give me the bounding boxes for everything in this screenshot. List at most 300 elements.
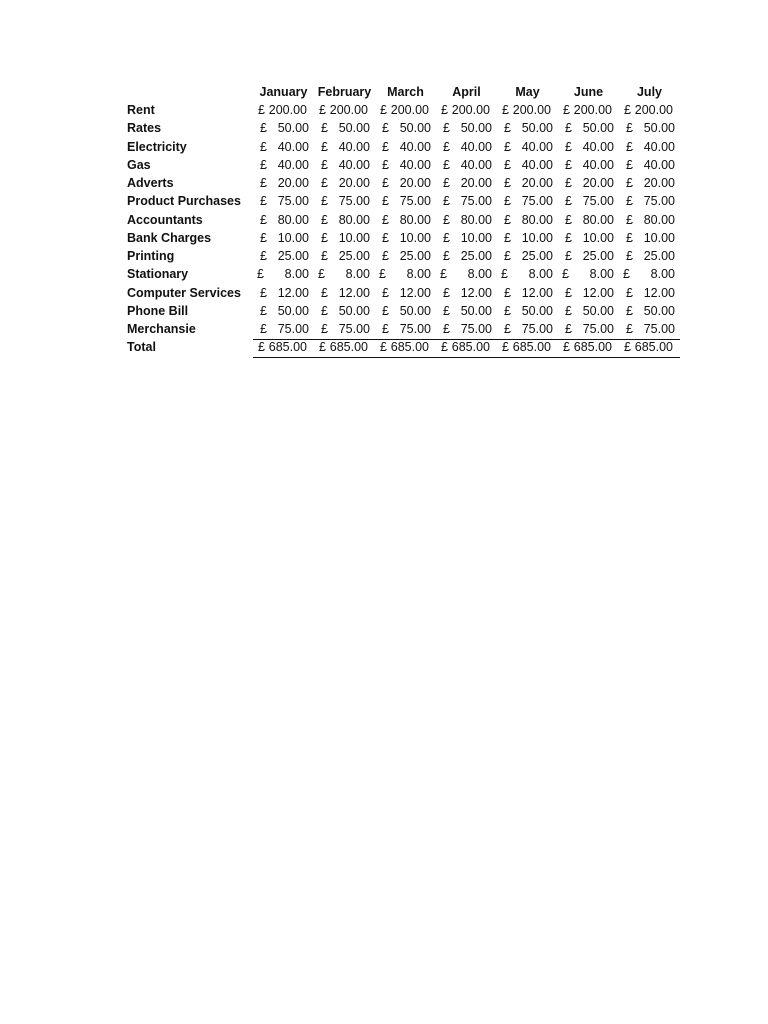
amount: 80.00 <box>399 212 431 227</box>
row-label: Computer Services <box>127 285 241 300</box>
value-cell <box>443 176 492 192</box>
currency-symbol: £ <box>504 194 511 209</box>
total-cell <box>624 340 673 356</box>
amount: 50.00 <box>521 121 553 136</box>
currency-symbol: £ <box>565 230 572 245</box>
currency-symbol: £ <box>260 285 267 300</box>
amount: 50.00 <box>338 121 370 136</box>
amount: 50.00 <box>399 303 431 318</box>
row-label: Electricity <box>127 139 187 154</box>
amount: 8.00 <box>650 267 675 282</box>
value-cell <box>382 231 431 247</box>
amount: 8.00 <box>345 267 370 282</box>
currency-symbol: £ <box>443 194 450 209</box>
value-cell <box>260 322 309 338</box>
currency-symbol: £ <box>562 267 569 282</box>
value-cell <box>565 286 614 302</box>
currency-symbol: £ <box>565 212 572 227</box>
amount: 10.00 <box>277 230 309 245</box>
row-label: Rates <box>127 121 162 136</box>
value-cell <box>443 213 492 229</box>
currency-symbol: £ <box>258 340 265 355</box>
value-cell <box>565 304 614 320</box>
amount: 75.00 <box>399 322 431 336</box>
currency-symbol: £ <box>443 139 450 154</box>
total-cell <box>441 340 490 356</box>
amount: 8.00 <box>528 267 553 282</box>
value-cell <box>443 121 492 137</box>
currency-symbol: £ <box>565 303 572 318</box>
row-label: Phone Bill <box>127 303 189 318</box>
amount: 50.00 <box>399 121 431 136</box>
currency-symbol: £ <box>382 230 389 245</box>
row-label: Accountants <box>127 212 203 227</box>
amount: 40.00 <box>521 139 553 154</box>
amount: 40.00 <box>338 139 370 154</box>
amount: 50.00 <box>460 121 492 136</box>
value-cell <box>382 158 431 174</box>
value-cell <box>382 286 431 302</box>
currency-symbol: £ <box>321 303 328 318</box>
amount: 8.00 <box>467 267 492 282</box>
currency-symbol: £ <box>626 176 633 190</box>
currency-symbol: £ <box>382 139 389 154</box>
currency-symbol: £ <box>626 322 633 336</box>
currency-symbol: £ <box>443 285 450 300</box>
currency-symbol: £ <box>260 139 267 154</box>
currency-symbol: £ <box>382 194 389 209</box>
currency-symbol: £ <box>626 157 633 172</box>
total-label: Total <box>127 340 156 355</box>
value-cell <box>382 176 431 192</box>
currency-symbol: £ <box>624 103 631 117</box>
value-cell <box>321 322 370 338</box>
currency-symbol: £ <box>565 249 572 263</box>
amount: 50.00 <box>277 121 309 136</box>
currency-symbol: £ <box>260 230 267 245</box>
value-cell <box>321 140 370 156</box>
value-cell <box>260 213 309 229</box>
amount: 25.00 <box>582 249 614 263</box>
value-cell <box>504 176 553 192</box>
value-cell <box>624 103 673 119</box>
row-label: Stationary <box>127 267 189 282</box>
currency-symbol: £ <box>565 322 572 336</box>
amount: 25.00 <box>338 249 370 263</box>
amount: 25.00 <box>460 249 492 263</box>
column-header-march: March <box>387 85 424 99</box>
amount: 80.00 <box>643 212 675 227</box>
value-cell <box>504 231 553 247</box>
value-cell <box>443 286 492 302</box>
currency-symbol: £ <box>502 340 509 355</box>
value-cell <box>504 140 553 156</box>
currency-symbol: £ <box>565 139 572 154</box>
currency-symbol: £ <box>321 322 328 336</box>
value-cell <box>382 213 431 229</box>
value-cell <box>626 213 675 229</box>
value-cell <box>382 194 431 210</box>
value-cell <box>504 286 553 302</box>
currency-symbol: £ <box>319 340 326 355</box>
currency-symbol: £ <box>565 194 572 209</box>
currency-symbol: £ <box>504 157 511 172</box>
currency-symbol: £ <box>382 176 389 190</box>
currency-symbol: £ <box>563 103 570 117</box>
value-cell <box>260 249 309 265</box>
value-cell <box>321 304 370 320</box>
currency-symbol: £ <box>380 340 387 355</box>
amount: 75.00 <box>521 322 553 336</box>
currency-symbol: £ <box>443 230 450 245</box>
column-header-may: May <box>515 85 540 99</box>
value-cell <box>321 176 370 192</box>
amount: 50.00 <box>460 303 492 318</box>
value-cell <box>626 121 675 137</box>
currency-symbol: £ <box>258 103 265 117</box>
amount: 10.00 <box>399 230 431 245</box>
amount: 40.00 <box>399 139 431 154</box>
amount: 8.00 <box>589 267 614 282</box>
value-cell <box>565 231 614 247</box>
value-cell <box>258 103 307 119</box>
amount: 80.00 <box>460 212 492 227</box>
amount: 40.00 <box>521 157 553 172</box>
column-header-february: February <box>317 85 372 99</box>
value-cell <box>443 194 492 210</box>
amount: 50.00 <box>643 121 675 136</box>
amount: 10.00 <box>338 230 370 245</box>
currency-symbol: £ <box>626 249 633 263</box>
amount: 20.00 <box>277 176 309 190</box>
row-label: Merchansie <box>127 322 196 336</box>
value-cell <box>626 158 675 174</box>
currency-symbol: £ <box>260 176 267 190</box>
value-cell <box>626 322 675 338</box>
value-cell <box>321 158 370 174</box>
currency-symbol: £ <box>382 212 389 227</box>
amount: 25.00 <box>277 249 309 263</box>
amount: 75.00 <box>521 194 553 209</box>
currency-symbol: £ <box>504 249 511 263</box>
currency-symbol: £ <box>321 285 328 300</box>
currency-symbol: £ <box>382 121 389 136</box>
currency-symbol: £ <box>504 176 511 190</box>
value-cell <box>321 121 370 137</box>
value-cell <box>626 304 675 320</box>
value-cell <box>319 103 368 119</box>
currency-symbol: £ <box>382 157 389 172</box>
currency-symbol: £ <box>443 157 450 172</box>
amount: 75.00 <box>338 322 370 336</box>
amount: 50.00 <box>338 303 370 318</box>
currency-symbol: £ <box>443 303 450 318</box>
value-cell <box>565 140 614 156</box>
currency-symbol: £ <box>504 285 511 300</box>
value-cell <box>257 267 309 283</box>
amount: 20.00 <box>643 176 675 190</box>
total-top-border <box>253 339 680 340</box>
value-cell <box>626 249 675 265</box>
value-cell <box>441 103 490 119</box>
value-cell <box>626 140 675 156</box>
value-cell <box>440 267 492 283</box>
currency-symbol: £ <box>504 139 511 154</box>
value-cell <box>321 231 370 247</box>
currency-symbol: £ <box>379 267 386 282</box>
amount: 20.00 <box>582 176 614 190</box>
currency-symbol: £ <box>565 285 572 300</box>
currency-symbol: £ <box>319 103 326 117</box>
currency-symbol: £ <box>321 230 328 245</box>
value-cell <box>382 322 431 338</box>
row-label: Adverts <box>127 176 174 190</box>
value-cell <box>504 121 553 137</box>
value-cell <box>260 286 309 302</box>
value-cell <box>380 103 429 119</box>
amount: 40.00 <box>582 157 614 172</box>
amount: 75.00 <box>460 322 492 336</box>
total-cell <box>258 340 307 356</box>
row-label: Printing <box>127 249 175 263</box>
currency-symbol: £ <box>321 139 328 154</box>
currency-symbol: £ <box>382 303 389 318</box>
row-label: Product Purchases <box>127 194 241 209</box>
amount: 25.00 <box>643 249 675 263</box>
value-cell <box>321 286 370 302</box>
amount: 12.00 <box>643 285 675 300</box>
value-cell <box>321 194 370 210</box>
value-cell <box>626 286 675 302</box>
currency-symbol: £ <box>321 194 328 209</box>
currency-symbol: £ <box>260 249 267 263</box>
total-cell <box>563 340 612 356</box>
amount: 75.00 <box>399 194 431 209</box>
amount: 50.00 <box>277 303 309 318</box>
amount: 25.00 <box>399 249 431 263</box>
currency-symbol: £ <box>626 285 633 300</box>
currency-symbol: £ <box>626 303 633 318</box>
amount: 75.00 <box>338 194 370 209</box>
value-cell <box>379 267 431 283</box>
amount: 200.00 <box>268 103 307 117</box>
row-label: Gas <box>127 157 151 172</box>
amount: 80.00 <box>338 212 370 227</box>
amount: 12.00 <box>582 285 614 300</box>
currency-symbol: £ <box>321 157 328 172</box>
currency-symbol: £ <box>623 267 630 282</box>
value-cell <box>260 176 309 192</box>
amount: 200.00 <box>451 103 490 117</box>
amount: 40.00 <box>338 157 370 172</box>
amount: 75.00 <box>277 194 309 209</box>
amount: 10.00 <box>582 230 614 245</box>
amount: 20.00 <box>521 176 553 190</box>
total-cell <box>380 340 429 356</box>
total-cell <box>502 340 551 356</box>
currency-symbol: £ <box>504 322 511 336</box>
amount: 10.00 <box>521 230 553 245</box>
value-cell <box>382 249 431 265</box>
value-cell <box>382 304 431 320</box>
value-cell <box>501 267 553 283</box>
amount: 685.00 <box>268 340 307 355</box>
value-cell <box>623 267 675 283</box>
column-header-january: January <box>259 85 308 99</box>
currency-symbol: £ <box>318 267 325 282</box>
amount: 75.00 <box>277 322 309 336</box>
amount: 25.00 <box>521 249 553 263</box>
value-cell <box>260 140 309 156</box>
currency-symbol: £ <box>321 249 328 263</box>
currency-symbol: £ <box>565 157 572 172</box>
value-cell <box>565 158 614 174</box>
amount: 200.00 <box>390 103 429 117</box>
amount: 40.00 <box>460 139 492 154</box>
currency-symbol: £ <box>626 121 633 136</box>
value-cell <box>260 158 309 174</box>
currency-symbol: £ <box>382 249 389 263</box>
value-cell <box>443 158 492 174</box>
amount: 75.00 <box>643 322 675 336</box>
currency-symbol: £ <box>504 121 511 136</box>
amount: 8.00 <box>406 267 431 282</box>
amount: 75.00 <box>582 194 614 209</box>
currency-symbol: £ <box>441 103 448 117</box>
value-cell <box>504 249 553 265</box>
value-cell <box>382 140 431 156</box>
row-label: Rent <box>127 103 155 117</box>
currency-symbol: £ <box>626 230 633 245</box>
column-header-july: July <box>636 85 662 99</box>
amount: 12.00 <box>277 285 309 300</box>
value-cell <box>504 322 553 338</box>
amount: 8.00 <box>284 267 309 282</box>
amount: 20.00 <box>460 176 492 190</box>
value-cell <box>443 304 492 320</box>
value-cell <box>565 322 614 338</box>
currency-symbol: £ <box>565 121 572 136</box>
value-cell <box>443 231 492 247</box>
amount: 685.00 <box>634 340 673 355</box>
amount: 685.00 <box>573 340 612 355</box>
amount: 75.00 <box>582 322 614 336</box>
total-cell <box>319 340 368 356</box>
value-cell <box>443 140 492 156</box>
amount: 50.00 <box>582 303 614 318</box>
value-cell <box>565 176 614 192</box>
value-cell <box>260 231 309 247</box>
value-cell <box>382 121 431 137</box>
amount: 200.00 <box>512 103 551 117</box>
value-cell <box>565 249 614 265</box>
amount: 40.00 <box>399 157 431 172</box>
amount: 80.00 <box>582 212 614 227</box>
amount: 10.00 <box>460 230 492 245</box>
amount: 12.00 <box>521 285 553 300</box>
amount: 10.00 <box>643 230 675 245</box>
currency-symbol: £ <box>260 157 267 172</box>
currency-symbol: £ <box>321 121 328 136</box>
amount: 40.00 <box>277 157 309 172</box>
currency-symbol: £ <box>260 303 267 318</box>
currency-symbol: £ <box>626 194 633 209</box>
value-cell <box>321 249 370 265</box>
currency-symbol: £ <box>380 103 387 117</box>
currency-symbol: £ <box>563 340 570 355</box>
amount: 40.00 <box>277 139 309 154</box>
amount: 200.00 <box>573 103 612 117</box>
column-header-april: April <box>452 85 481 99</box>
value-cell <box>504 158 553 174</box>
amount: 40.00 <box>582 139 614 154</box>
currency-symbol: £ <box>501 267 508 282</box>
currency-symbol: £ <box>260 322 267 336</box>
currency-symbol: £ <box>382 285 389 300</box>
total-bottom-border <box>253 357 680 358</box>
amount: 685.00 <box>451 340 490 355</box>
value-cell <box>565 121 614 137</box>
currency-symbol: £ <box>504 230 511 245</box>
value-cell <box>502 103 551 119</box>
value-cell <box>504 213 553 229</box>
currency-symbol: £ <box>260 121 267 136</box>
value-cell <box>504 194 553 210</box>
amount: 40.00 <box>460 157 492 172</box>
amount: 200.00 <box>634 103 673 117</box>
amount: 80.00 <box>277 212 309 227</box>
currency-symbol: £ <box>443 249 450 263</box>
amount: 50.00 <box>643 303 675 318</box>
value-cell <box>504 304 553 320</box>
value-cell <box>563 103 612 119</box>
currency-symbol: £ <box>504 212 511 227</box>
currency-symbol: £ <box>260 194 267 209</box>
currency-symbol: £ <box>443 176 450 190</box>
amount: 80.00 <box>521 212 553 227</box>
currency-symbol: £ <box>443 322 450 336</box>
currency-symbol: £ <box>443 212 450 227</box>
currency-symbol: £ <box>257 267 264 282</box>
value-cell <box>443 249 492 265</box>
currency-symbol: £ <box>624 340 631 355</box>
value-cell <box>626 194 675 210</box>
currency-symbol: £ <box>440 267 447 282</box>
value-cell <box>565 194 614 210</box>
currency-symbol: £ <box>441 340 448 355</box>
currency-symbol: £ <box>382 322 389 336</box>
value-cell <box>260 304 309 320</box>
amount: 685.00 <box>390 340 429 355</box>
column-header-june: June <box>573 85 604 99</box>
currency-symbol: £ <box>443 121 450 136</box>
amount: 200.00 <box>329 103 368 117</box>
currency-symbol: £ <box>502 103 509 117</box>
value-cell <box>260 194 309 210</box>
amount: 40.00 <box>643 139 675 154</box>
row-label: Bank Charges <box>127 230 212 245</box>
value-cell <box>626 231 675 247</box>
currency-symbol: £ <box>504 303 511 318</box>
amount: 12.00 <box>399 285 431 300</box>
value-cell <box>260 121 309 137</box>
amount: 50.00 <box>521 303 553 318</box>
currency-symbol: £ <box>321 176 328 190</box>
currency-symbol: £ <box>321 212 328 227</box>
currency-symbol: £ <box>626 139 633 154</box>
amount: 685.00 <box>329 340 368 355</box>
amount: 75.00 <box>643 194 675 209</box>
